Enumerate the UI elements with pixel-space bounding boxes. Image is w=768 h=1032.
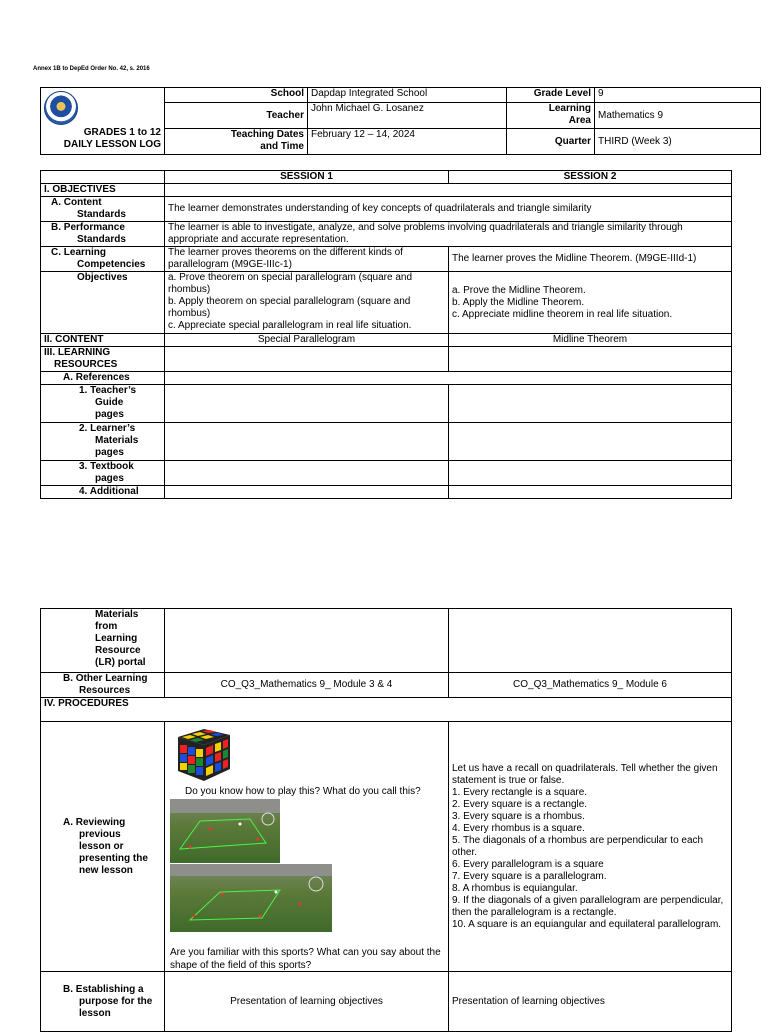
school-label: School	[165, 88, 308, 103]
procedures-label: IV. PROCEDURES	[41, 698, 165, 722]
competencies-session-2: The learner proves the Midline Theorem. (M9GE-IIId-1)	[449, 247, 732, 272]
grade-label: Grade Level	[507, 88, 595, 103]
dates-label: Teaching Dates and Time	[165, 129, 308, 155]
header-table	[40, 87, 761, 155]
content-label: II. CONTENT	[41, 334, 165, 347]
objectives-session-1: a. Prove theorem on special parallelogram (square and rhombus) b. Apply theorem on special parallelogram (square and rhombus) c. Appreciate special parallelogram in real life situation.	[165, 272, 449, 334]
log-title-2: DAILY LESSON LOG	[63, 139, 161, 150]
session-2-heading: SESSION 2	[449, 171, 732, 184]
sports-field-image-1	[170, 799, 280, 863]
references-label: A. References	[41, 372, 165, 385]
content-session-1: Special Parallelogram	[165, 334, 449, 347]
competencies-label: C. Learning Competencies	[41, 247, 165, 272]
purpose-session-1: Presentation of learning objectives	[165, 972, 449, 1032]
log-title-1: GRADES 1 to 12	[83, 127, 161, 138]
lesson-log-table-page-1	[40, 170, 732, 499]
learning-resources-label: III. LEARNING RESOURCES	[41, 347, 165, 372]
additional-materials-label: 4. Additional	[41, 486, 165, 499]
additional-materials-label-cont: Materials from Learning Resource (LR) portal	[41, 609, 165, 673]
school-value: Dapdap Integrated School	[308, 88, 507, 103]
deped-seal-logo	[44, 91, 78, 125]
textbook-pages-label: 3. Textbook pages	[41, 461, 165, 486]
dates-value: February 12 – 14, 2024	[308, 129, 507, 155]
teacher-label: Teacher	[165, 103, 308, 129]
other-resources-session-1: CO_Q3_Mathematics 9_ Module 3 & 4	[165, 673, 449, 698]
reviewing-label: A. Reviewing previous lesson or presenting the new lesson	[41, 722, 165, 972]
grade-value: 9	[595, 88, 761, 103]
area-value: Mathematics 9	[595, 103, 761, 129]
content-standards-text: The learner demonstrates understanding of key concepts of quadrilaterals and triangle similarity	[165, 197, 732, 222]
other-resources-session-2: CO_Q3_Mathematics 9_ Module 6	[449, 673, 732, 698]
objectives-heading: I. OBJECTIVES	[41, 184, 165, 197]
teacher-value: John Michael G. Losanez	[308, 103, 507, 129]
performance-standards-text: The learner is able to investigate, analyze, and solve problems involving quadrilaterals and triangle similarity through appropriate and accurate representation.	[165, 222, 732, 247]
area-label: Learning Area	[507, 103, 595, 129]
content-standards-label: A. Content Standards	[41, 197, 165, 222]
sports-field-image-2	[170, 864, 332, 932]
sports-question: Are you familiar with this sports? What can you say about the shape of the field of this sports?	[170, 947, 441, 971]
quarter-label: Quarter	[507, 129, 595, 155]
cube-question: Do you know how to play this? What do you call this?	[185, 786, 421, 797]
competencies-session-1: The learner proves theorems on the different kinds of parallelogram (M9GE-IIIc-1)	[165, 247, 449, 272]
learners-materials-label: 2. Learner’s Materials pages	[41, 423, 165, 461]
performance-standards-label: B. Performance Standards	[41, 222, 165, 247]
rubiks-cube-image	[170, 725, 236, 783]
other-resources-label: B. Other Learning Resources	[41, 673, 165, 698]
objectives-session-2: a. Prove the Midline Theorem. b. Apply the Midline Theorem. c. Appreciate midline theorem in real life situation.	[449, 272, 732, 334]
quarter-value: THIRD (Week 3)	[595, 129, 761, 155]
annex-reference: Annex 1B to DepEd Order No. 42, s. 2016	[33, 66, 150, 72]
reviewing-session-2: Let us have a recall on quadrilaterals. Tell whether the given statement is true or false. 1. Every rectangle is a square. 2. Every square is a rectangle. 3. Every square is a rhombus. 4. Every rhombus is a square. 5. The diagonals of a rhombus are perpendicular to each other. 6. Every parallelogram is a square 7. Every square is a parallelogram. 8. A rhombus is equiangular. 9. If the diagonals of a given parallelogram are perpendicular, then the parallelogram is a rectangle. 10. A square is an equiangular and equilateral parallelogram.	[449, 722, 732, 972]
session-1-heading: SESSION 1	[165, 171, 449, 184]
teachers-guide-label: 1. Teacher’s Guide pages	[41, 385, 165, 423]
purpose-session-2: Presentation of learning objectives	[449, 972, 732, 1032]
objectives-label: Objectives	[41, 272, 165, 334]
establishing-purpose-label: B. Establishing a purpose for the lesson	[41, 972, 165, 1032]
content-session-2: Midline Theorem	[449, 334, 732, 347]
